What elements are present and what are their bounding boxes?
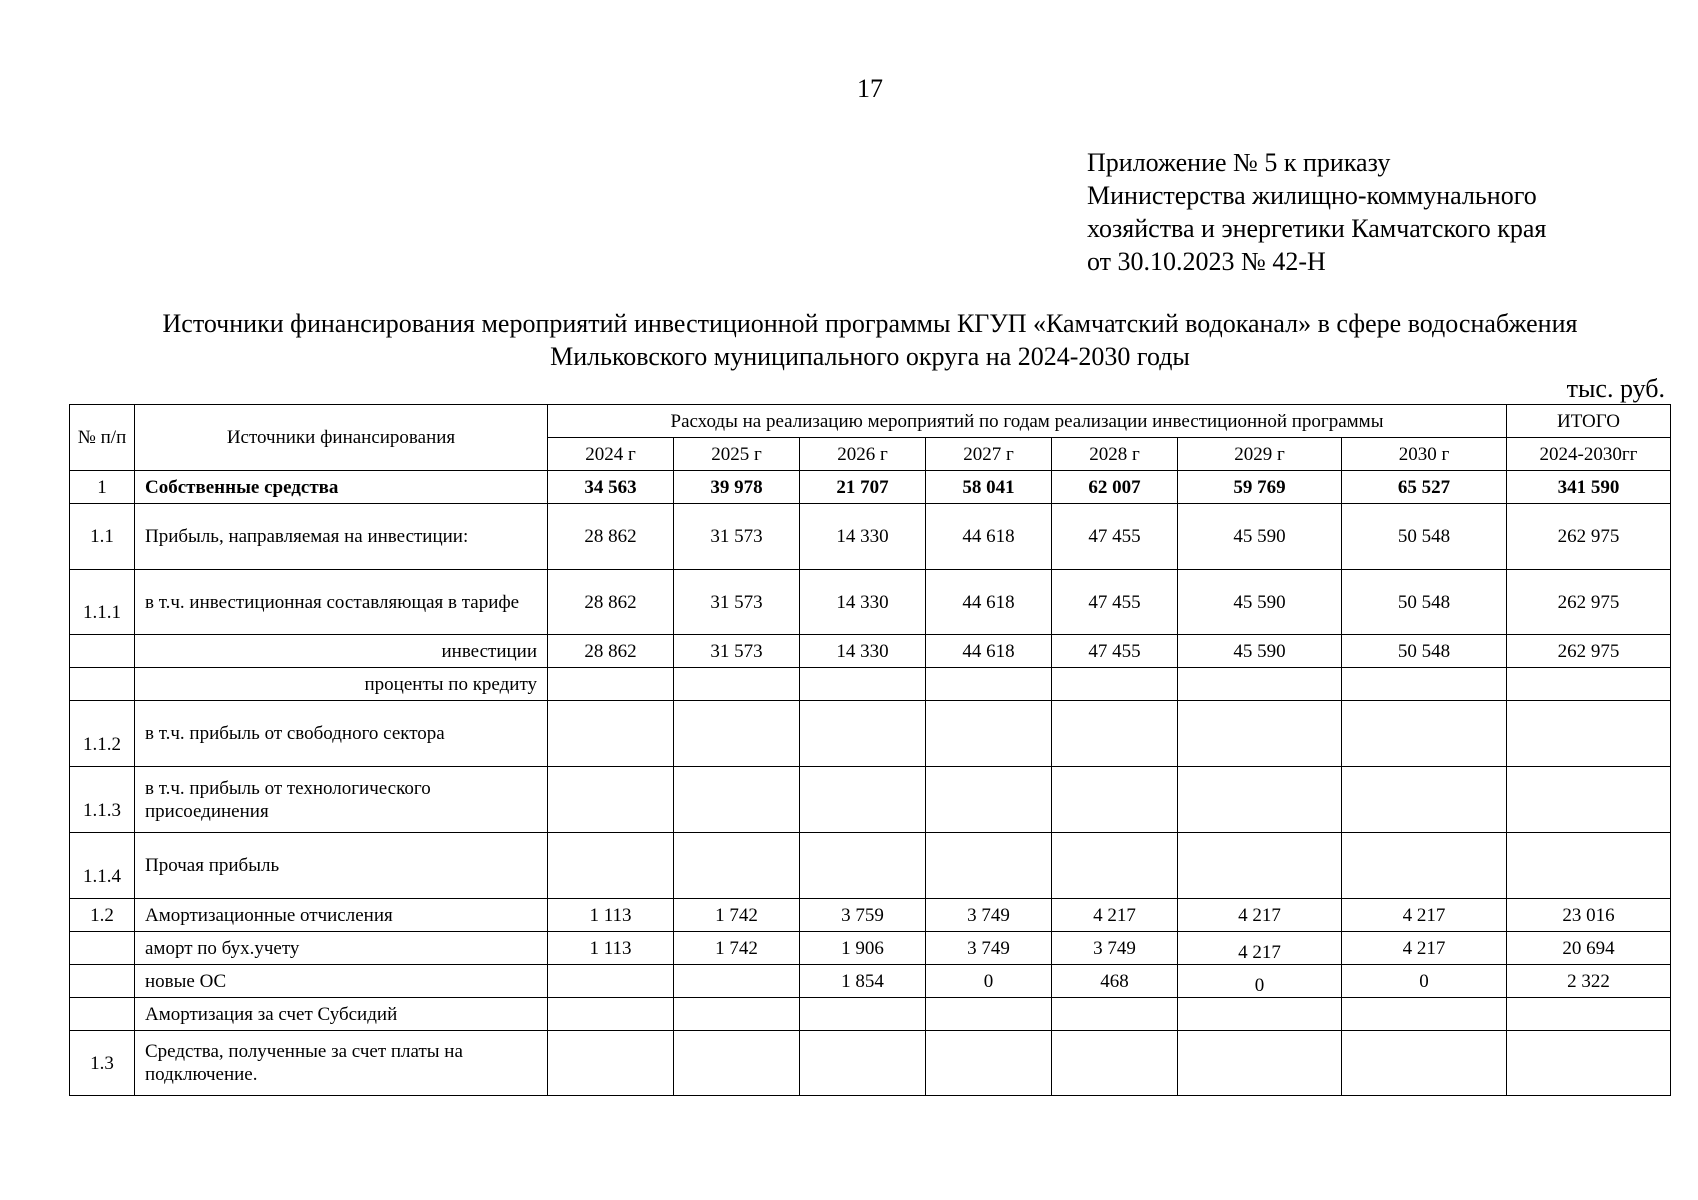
row-year-value bbox=[1178, 767, 1342, 833]
row-year-value: 45 590 bbox=[1178, 504, 1342, 570]
row-year-value bbox=[674, 998, 800, 1031]
row-source-name: в т.ч. прибыль от свободного сектора bbox=[135, 701, 548, 767]
row-year-value bbox=[926, 668, 1052, 701]
row-year-value: 1 854 bbox=[800, 965, 926, 998]
row-number bbox=[70, 932, 135, 965]
row-source-name: проценты по кредиту bbox=[135, 668, 548, 701]
row-year-value: 1 742 bbox=[674, 899, 800, 932]
row-year-value: 14 330 bbox=[800, 635, 926, 668]
row-year-value: 45 590 bbox=[1178, 570, 1342, 635]
row-total-value: 341 590 bbox=[1507, 471, 1671, 504]
row-year-value: 0 bbox=[1342, 965, 1507, 998]
row-year-value: 62 007 bbox=[1052, 471, 1178, 504]
row-year-value bbox=[548, 767, 674, 833]
row-year-value: 4 217 bbox=[1342, 932, 1507, 965]
row-year-value: 47 455 bbox=[1052, 635, 1178, 668]
row-year-value bbox=[674, 965, 800, 998]
row-source-name: Амортизационные отчисления bbox=[135, 899, 548, 932]
row-number bbox=[70, 998, 135, 1031]
row-year-value: 1 906 bbox=[800, 932, 926, 965]
header-year: 2027 г bbox=[926, 438, 1052, 471]
row-year-value: 39 978 bbox=[674, 471, 800, 504]
table-row bbox=[70, 833, 1671, 899]
table-row bbox=[70, 998, 1671, 1031]
table-row bbox=[70, 1031, 1671, 1096]
appendix-line: хозяйства и энергетики Камчатского края bbox=[1087, 214, 1547, 243]
row-year-value bbox=[548, 998, 674, 1031]
row-year-value bbox=[926, 998, 1052, 1031]
table-row bbox=[70, 668, 1671, 701]
row-year-value bbox=[1342, 767, 1507, 833]
row-year-value: 44 618 bbox=[926, 570, 1052, 635]
row-year-value: 14 330 bbox=[800, 570, 926, 635]
table-row bbox=[70, 504, 1671, 570]
row-year-value: 21 707 bbox=[800, 471, 926, 504]
row-year-value bbox=[926, 767, 1052, 833]
row-year-value bbox=[1178, 833, 1342, 899]
row-year-value bbox=[800, 767, 926, 833]
row-year-value: 28 862 bbox=[548, 570, 674, 635]
row-year-value bbox=[674, 1031, 800, 1096]
row-year-value bbox=[674, 668, 800, 701]
row-source-name: Прочая прибыль bbox=[135, 833, 548, 899]
row-year-value: 28 862 bbox=[548, 504, 674, 570]
row-year-value: 3 759 bbox=[800, 899, 926, 932]
header-year: 2030 г bbox=[1342, 438, 1507, 471]
row-number: 1.1.3 bbox=[70, 767, 135, 833]
row-year-value: 50 548 bbox=[1342, 504, 1507, 570]
row-year-value: 34 563 bbox=[548, 471, 674, 504]
row-number bbox=[70, 668, 135, 701]
row-year-value-text: 4 217 bbox=[1238, 941, 1281, 963]
row-year-value bbox=[1342, 668, 1507, 701]
row-year-value bbox=[800, 998, 926, 1031]
header-expenses: Расходы на реализацию мероприятий по годам реализации инвестиционной программы bbox=[548, 405, 1507, 438]
row-source-name: новые ОС bbox=[135, 965, 548, 998]
row-total-value: 20 694 bbox=[1507, 932, 1671, 965]
row-year-value bbox=[1052, 767, 1178, 833]
header-year: 2029 г bbox=[1178, 438, 1342, 471]
row-year-value bbox=[1178, 932, 1342, 965]
row-source-name: аморт по бух.учету bbox=[135, 932, 548, 965]
title-line-2: Мильковского муниципального округа на 2024-2030 годы bbox=[550, 342, 1190, 371]
row-year-value bbox=[1178, 668, 1342, 701]
row-year-value bbox=[548, 1031, 674, 1096]
row-year-value bbox=[674, 767, 800, 833]
appendix-line: Министерства жилищно-коммунального bbox=[1087, 181, 1537, 210]
row-year-value: 28 862 bbox=[548, 635, 674, 668]
row-total-value: 262 975 bbox=[1507, 635, 1671, 668]
table-row bbox=[70, 570, 1671, 635]
document-title bbox=[70, 307, 1670, 373]
row-year-value: 1 113 bbox=[548, 932, 674, 965]
row-number: 1.1.4 bbox=[70, 833, 135, 899]
row-total-value bbox=[1507, 701, 1671, 767]
row-year-value bbox=[674, 833, 800, 899]
units-label: тыс. руб. bbox=[1566, 374, 1665, 403]
table-row bbox=[70, 932, 1671, 965]
row-year-value: 4 217 bbox=[1342, 899, 1507, 932]
row-year-value: 50 548 bbox=[1342, 570, 1507, 635]
row-source-name: в т.ч. прибыль от технологического присоединения bbox=[135, 767, 548, 833]
row-year-value: 3 749 bbox=[926, 932, 1052, 965]
appendix-line: от 30.10.2023 № 42-Н bbox=[1087, 247, 1326, 276]
row-source-name: Амортизация за счет Субсидий bbox=[135, 998, 548, 1031]
page-number: 17 bbox=[857, 74, 883, 103]
row-number bbox=[70, 635, 135, 668]
row-source-name: Собственные средства bbox=[135, 471, 548, 504]
row-number bbox=[70, 965, 135, 998]
header-year: 2024 г bbox=[548, 438, 674, 471]
row-year-value: 1 742 bbox=[674, 932, 800, 965]
row-year-value: 47 455 bbox=[1052, 504, 1178, 570]
row-year-value bbox=[674, 701, 800, 767]
row-year-value bbox=[1052, 1031, 1178, 1096]
row-year-value: 50 548 bbox=[1342, 635, 1507, 668]
appendix-block bbox=[1087, 146, 1546, 278]
row-number: 1.3 bbox=[70, 1031, 135, 1096]
row-year-value: 59 769 bbox=[1178, 471, 1342, 504]
row-total-value: 23 016 bbox=[1507, 899, 1671, 932]
row-year-value: 0 bbox=[926, 965, 1052, 998]
header-source: Источники финансирования bbox=[135, 405, 548, 471]
row-year-value bbox=[1342, 833, 1507, 899]
row-year-value bbox=[800, 833, 926, 899]
row-year-value: 45 590 bbox=[1178, 635, 1342, 668]
row-year-value bbox=[1052, 701, 1178, 767]
row-year-value: 14 330 bbox=[800, 504, 926, 570]
row-source-name: Средства, полученные за счет платы на подключение. bbox=[135, 1031, 548, 1096]
row-year-value: 468 bbox=[1052, 965, 1178, 998]
row-year-value: 31 573 bbox=[674, 570, 800, 635]
row-total-value bbox=[1507, 998, 1671, 1031]
appendix-line: Приложение № 5 к приказу bbox=[1087, 148, 1391, 177]
header-year: 2025 г bbox=[674, 438, 800, 471]
row-year-value-text: 0 bbox=[1254, 974, 1265, 996]
row-year-value: 58 041 bbox=[926, 471, 1052, 504]
table-row bbox=[70, 965, 1671, 998]
row-number: 1.1.1 bbox=[70, 570, 135, 635]
row-year-value bbox=[1342, 1031, 1507, 1096]
row-year-value: 44 618 bbox=[926, 635, 1052, 668]
header-year: 2026 г bbox=[800, 438, 926, 471]
row-year-value: 31 573 bbox=[674, 635, 800, 668]
table-row bbox=[70, 635, 1671, 668]
row-number: 1.1.2 bbox=[70, 701, 135, 767]
row-year-value: 65 527 bbox=[1342, 471, 1507, 504]
row-year-value bbox=[800, 701, 926, 767]
title-line-1: Источники финансирования мероприятий инвестиционной программы КГУП «Камчатский водоканал» в сфере водоснабжения bbox=[162, 309, 1578, 338]
row-total-value: 262 975 bbox=[1507, 570, 1671, 635]
row-number: 1.1 bbox=[70, 504, 135, 570]
row-year-value bbox=[800, 1031, 926, 1096]
row-year-value: 44 618 bbox=[926, 504, 1052, 570]
row-source-name: Прибыль, направляемая на инвестиции: bbox=[135, 504, 548, 570]
table-row bbox=[70, 471, 1671, 504]
header-total: ИТОГО bbox=[1507, 405, 1671, 438]
row-year-value bbox=[1178, 1031, 1342, 1096]
row-year-value bbox=[1178, 998, 1342, 1031]
row-year-value bbox=[1052, 833, 1178, 899]
row-year-value bbox=[1178, 701, 1342, 767]
row-number: 1.2 bbox=[70, 899, 135, 932]
row-year-value bbox=[548, 965, 674, 998]
table-row bbox=[70, 767, 1671, 833]
row-year-value bbox=[1052, 998, 1178, 1031]
row-number: 1 bbox=[70, 471, 135, 504]
row-year-value bbox=[548, 668, 674, 701]
row-total-value bbox=[1507, 1031, 1671, 1096]
header-total-period: 2024-2030гг bbox=[1507, 438, 1671, 471]
row-year-value bbox=[926, 701, 1052, 767]
row-total-value bbox=[1507, 668, 1671, 701]
table-header-row bbox=[70, 405, 1671, 438]
header-num: № п/п bbox=[70, 405, 135, 471]
row-year-value bbox=[1342, 701, 1507, 767]
row-year-value bbox=[1342, 998, 1507, 1031]
row-year-value bbox=[1178, 965, 1342, 998]
row-year-value bbox=[1052, 668, 1178, 701]
row-year-value: 31 573 bbox=[674, 504, 800, 570]
row-year-value: 4 217 bbox=[1052, 899, 1178, 932]
table-row bbox=[70, 899, 1671, 932]
row-total-value bbox=[1507, 767, 1671, 833]
row-total-value: 2 322 bbox=[1507, 965, 1671, 998]
row-source-name: в т.ч. инвестиционная составляющая в тарифе bbox=[135, 570, 548, 635]
financing-table bbox=[69, 404, 1671, 1096]
row-year-value bbox=[926, 1031, 1052, 1096]
row-total-value: 262 975 bbox=[1507, 504, 1671, 570]
row-year-value: 3 749 bbox=[926, 899, 1052, 932]
row-year-value bbox=[800, 668, 926, 701]
row-year-value: 47 455 bbox=[1052, 570, 1178, 635]
row-year-value bbox=[548, 701, 674, 767]
header-year: 2028 г bbox=[1052, 438, 1178, 471]
row-year-value: 1 113 bbox=[548, 899, 674, 932]
table-row bbox=[70, 701, 1671, 767]
row-year-value bbox=[926, 833, 1052, 899]
row-year-value: 4 217 bbox=[1178, 899, 1342, 932]
row-year-value: 3 749 bbox=[1052, 932, 1178, 965]
row-total-value bbox=[1507, 833, 1671, 899]
row-year-value bbox=[548, 833, 674, 899]
row-source-name: инвестиции bbox=[135, 635, 548, 668]
